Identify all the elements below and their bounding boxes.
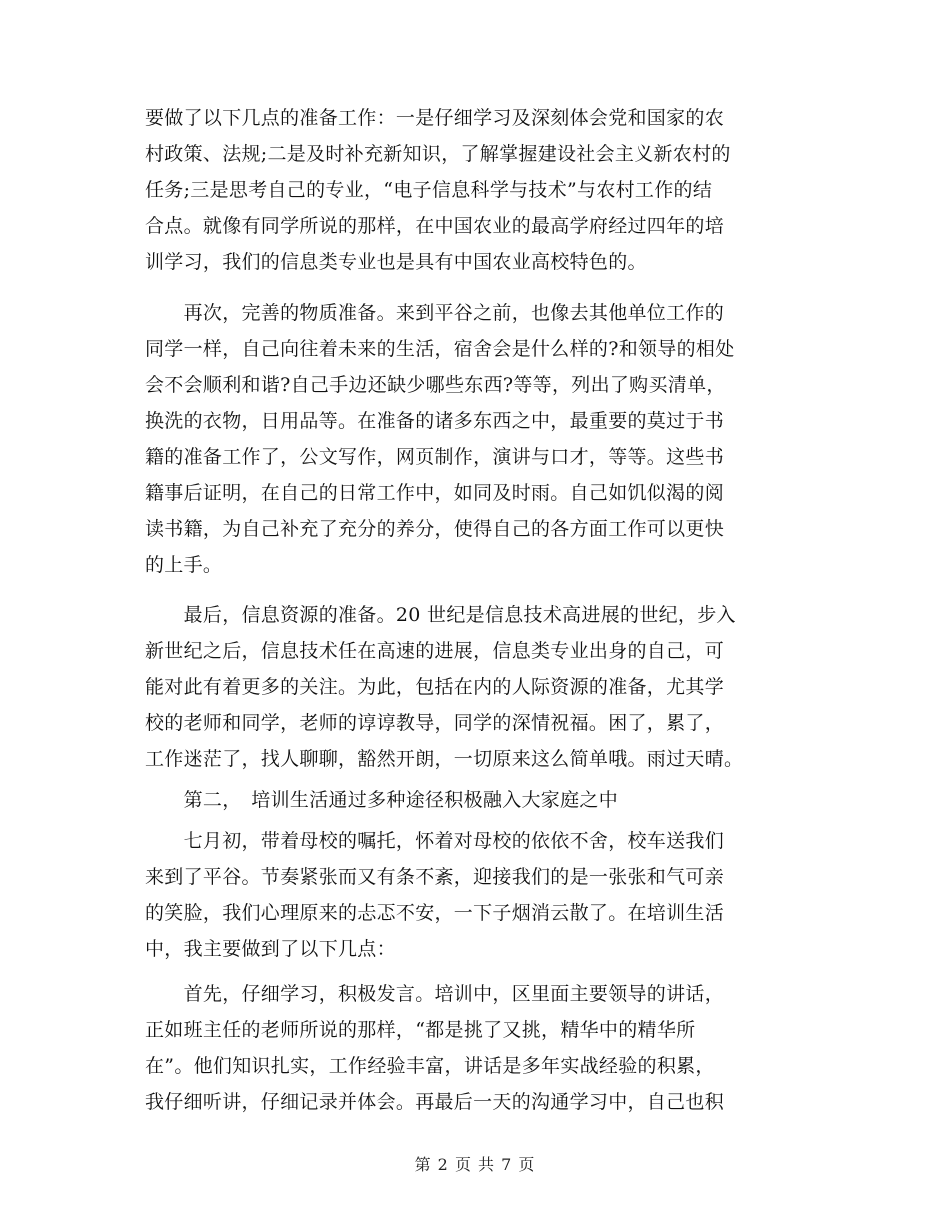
text-line: 来到了平谷。节奏紧张而又有条不紊，迎接我们的是一张张和气可亲 xyxy=(145,866,725,888)
text-line: 正如班主任的老师所说的那样，“都是挑了又挑，精华中的精华所 xyxy=(145,1019,696,1041)
text-line: 能对此有着更多的关注。为此，包括在内的人际资源的准备，尤其学 xyxy=(145,676,725,698)
text-line: 会不会顺利和谐?自己手边还缺少哪些东西?等等，列出了购买清单， xyxy=(145,374,726,396)
text-line: 籍的准备工作了，公文写作，网页制作，演讲与口才，等等。这些书 xyxy=(145,446,725,468)
text-line: 合点。就像有同学所说的那样，在中国农业的最高学府经过四年的培 xyxy=(145,215,725,237)
text-line: 村政策、法规;二是及时补充新知识，了解掌握建设社会主义新农村的 xyxy=(145,143,731,165)
text-line: 新世纪之后，信息技术任在高速的进展，信息类专业出身的自己，可 xyxy=(145,640,725,662)
text-line: 训学习，我们的信息类专业也是具有中国农业高校特色的。 xyxy=(145,251,647,273)
text-line: 在”。他们知识扎实，工作经验丰富，讲话是多年实战经验的积累， xyxy=(145,1055,715,1077)
text-line: 中，我主要做到了以下几点： xyxy=(145,938,396,960)
text-line: 读书籍，为自己补充了充分的养分，使得自己的各方面工作可以更快 xyxy=(145,518,725,540)
page-number-footer: 第 2 页 共 7 页 xyxy=(414,1155,536,1174)
text-line: 工作迷茫了，找人聊聊，豁然开朗，一切原来这么简单哦。雨过天晴。 xyxy=(145,748,744,770)
text-line: 任务;三是思考自己的专业，“电子信息科学与技术”与农村工作的结 xyxy=(145,179,713,201)
section-heading: 第二， 培训生活通过多种途径积极融入大家庭之中 xyxy=(145,789,619,811)
text-line: 最后，信息资源的准备。20 世纪是信息技术高进展的世纪，步入 xyxy=(145,604,736,626)
text-line: 的上手。 xyxy=(145,554,223,576)
text-line: 的笑脸，我们心理原来的忐忑不安，一下子烟消云散了。在培训生活 xyxy=(145,902,725,924)
text-line: 首先，仔细学习，积极发言。培训中，区里面主要领导的讲话， xyxy=(145,983,725,1005)
text-line: 七月初，带着母校的嘱托，怀着对母校的依依不舍，校车送我们 xyxy=(145,830,725,852)
text-line: 换洗的衣物，日用品等。在准备的诸多东西之中，最重要的莫过于书 xyxy=(145,410,725,432)
text-line: 再次，完善的物质准备。来到平谷之前，也像去其他单位工作的 xyxy=(145,302,725,324)
text-line: 我仔细听讲，仔细记录并体会。再最后一天的沟通学习中，自己也积 xyxy=(145,1091,725,1113)
text-line: 同学一样，自己向往着未来的生活，宿舍会是什么样的?和领导的相处 xyxy=(145,338,735,360)
text-line: 籍事后证明，在自己的日常工作中，如同及时雨。自己如饥似渴的阅 xyxy=(145,482,725,504)
text-line: 要做了以下几点的准备工作：一是仔细学习及深刻体会党和国家的农 xyxy=(145,107,725,129)
text-line: 校的老师和同学，老师的谆谆教导，同学的深情祝福。困了，累了， xyxy=(145,712,725,734)
